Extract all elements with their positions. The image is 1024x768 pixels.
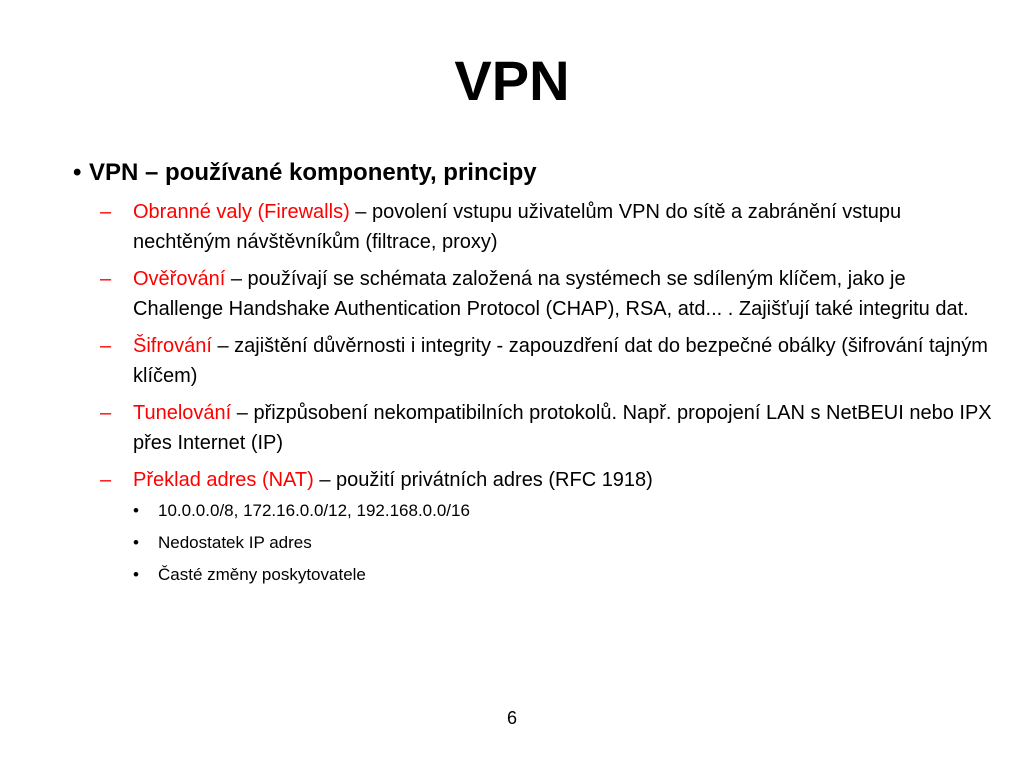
dash-icon: – — [100, 201, 112, 223]
sub-bullet-encryption — [100, 331, 1000, 391]
sub-bullet-authentication — [100, 264, 1000, 324]
nat-detail-ip-shortage — [133, 531, 1000, 555]
dash-icon: – — [100, 268, 112, 290]
sub-bullet-text: – povolení vstupu uživatelům VPN do sítě a zabránění vstupu nechtěným návštěvníkům (filtrace, proxy) — [133, 201, 902, 253]
sub-bullet-text: – použití privátních adres (RFC 1918) — [313, 469, 653, 491]
sub-bullet-term: Šifrování — [133, 335, 212, 357]
sub-bullet-term: Obranné valy (Firewalls) — [133, 201, 350, 223]
sub-bullet-term: Ověřování — [133, 268, 226, 290]
sub-bullet-text: – používají se schémata založená na systémech se sdíleným klíčem, jako je Challenge Handshake Authentication Protocol (CHAP), RSA, atd... . Zajišťují také integritu dat. — [133, 268, 969, 320]
nat-detail-provider-changes — [133, 563, 1000, 587]
sub-bullet-term: Tunelování — [133, 402, 232, 424]
nat-detail-text: 10.0.0.0/8, 172.16.0.0/12, 192.168.0.0/16 — [158, 501, 470, 520]
slide-title: VPN — [454, 49, 570, 112]
sub-bullet-text: – zajištění důvěrnosti i integrity - zapouzdření dat do bezpečné obálky (šifrování tajným klíčem) — [133, 335, 988, 387]
sub-bullet-tunneling — [100, 398, 1000, 458]
dash-icon: – — [100, 335, 112, 357]
sub-bullet-firewalls — [100, 197, 1000, 257]
page-number: 6 — [506, 708, 517, 728]
bullet-icon: • — [133, 565, 139, 584]
nat-detail-list — [133, 499, 1000, 587]
nat-detail-private-ranges — [133, 499, 1000, 523]
dash-icon: – — [100, 469, 112, 491]
bullet-icon: • — [73, 159, 82, 186]
nat-detail-text: Časté změny poskytovatele — [158, 565, 366, 584]
bullet-icon: • — [133, 533, 139, 552]
sub-bullet-term: Překlad adres (NAT) — [133, 469, 314, 491]
sub-bullet-nat — [100, 465, 1000, 587]
sub-bullet-text: – přizpůsobení nekompatibilních protokolů. Např. propojení LAN s NetBEUI nebo IPX přes Internet (IP) — [133, 402, 992, 454]
bullet-icon: • — [133, 501, 139, 520]
sub-bullet-list — [100, 197, 1000, 595]
main-bullet-text: VPN – používané komponenty, principy — [89, 159, 537, 186]
dash-icon: – — [100, 402, 112, 424]
nat-detail-text: Nedostatek IP adres — [158, 533, 312, 552]
